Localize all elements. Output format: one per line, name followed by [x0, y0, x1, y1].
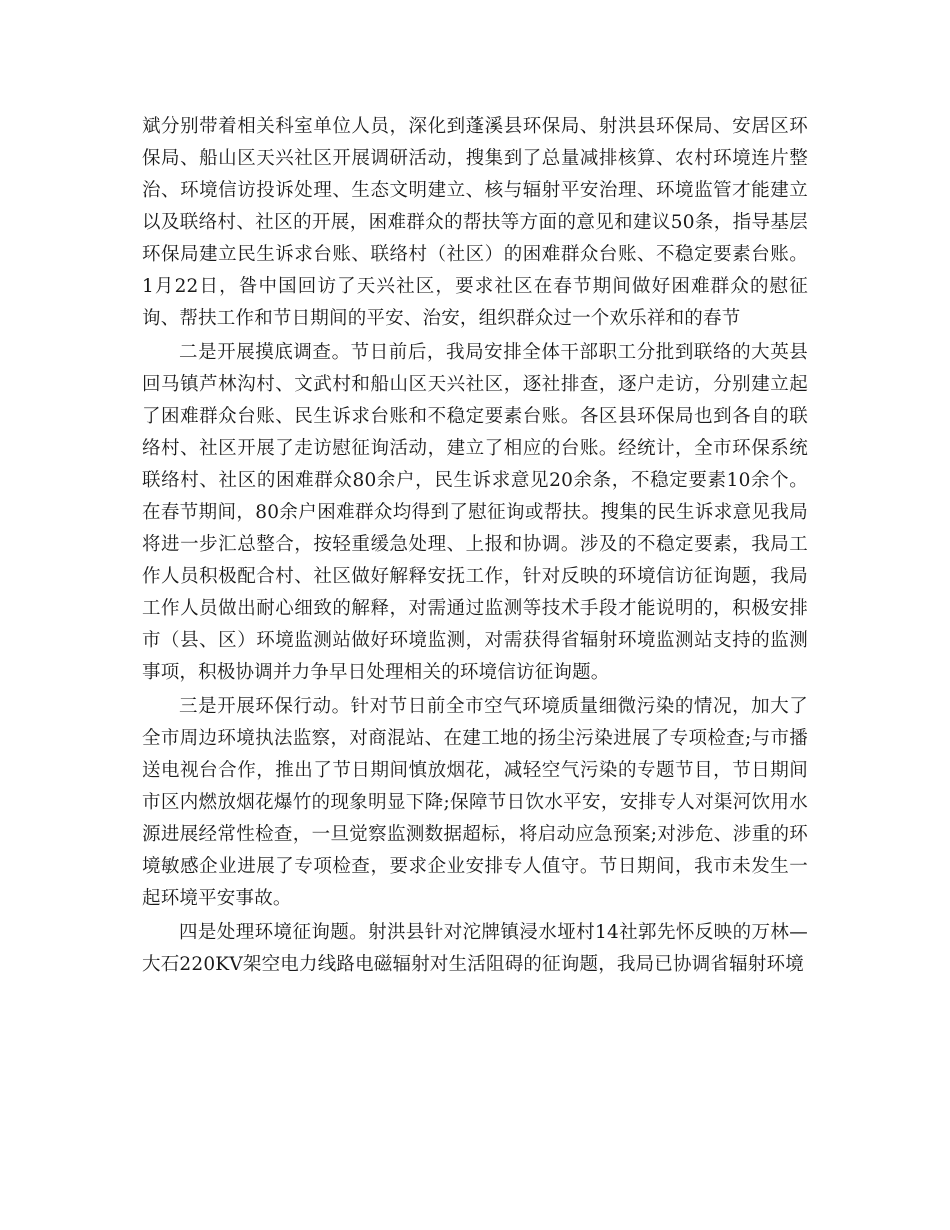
paragraph-survey: 二是开展摸底调查。节日前后，我局安排全体干部职工分批到联络的大英县回马镇芦林沟村、文武村和船山区天兴社区，逐社排查，逐户走访，分别建立起了困难群众台账、民生诉求台账和不稳定要素台账。各区县环保局也到各自的联络村、社区开展了走访慰征询活动，建立了相应的台账。经统计，全市环保系统联络村、社区的困难群众80余户，民生诉求意见20余条，不稳定要素10余个。在春节期间，80余户困难群众均得到了慰征询或帮扶。搜集的民生诉求意见我局将进一步汇总整合，按轻重缓急处理、上报和协调。涉及的不稳定要素，我局工作人员积极配合村、社区做好解释安抚工作，针对反映的环境信访征询题，我局工作人员做出耐心细致的解释，对需通过监测等技术手段才能说明的，积极安排市（县、区）环境监测站做好环境监测，对需获得省辐射环境监测站支持的监测事项，积极协调并力争早日处理相关的环境信访征询题。	[142, 342, 808, 683]
paragraph-handle-inquiries: 四是处理环境征询题。射洪县针对沱牌镇浸水垭村14社郭先怀反映的万林—大石220KV架空电力线路电磁辐射对生活阻碍的征询题，我局已协调省辐射环境	[142, 922, 808, 975]
paragraph-environmental-action: 三是开展环保行动。针对节日前全市空气环境质量细微污染的情况，加大了全市周边环境执法监察，对商混站、在建工地的扬尘污染进展了专项检查;与市播送电视台合作，推出了节日期间慎放烟花，减轻空气污染的专题节目，节日期间市区内燃放烟花爆竹的现象明显下降;保障节日饮水平安，安排专人对渠河饮用水源进展经常性检查，一旦觉察监测数据超标，将启动应急预案;对涉危、涉重的环境敏感企业进展了专项检查，要求企业安排专人值守。节日期间，我市未发生一起环境平安事故。	[142, 696, 808, 909]
paragraph-continuation: 斌分别带着相关科室单位人员，深化到蓬溪县环保局、射洪县环保局、安居区环保局、船山区天兴社区开展调研活动，搜集到了总量减排核算、农村环境连片整治、环境信访投诉处理、生态文明建立、核与辐射平安治理、环境监管才能建立以及联络村、社区的开展，困难群众的帮扶等方面的意见和建议50条，指导基层环保局建立民生诉求台账、联络村（社区）的困难群众台账、不稳定要素台账。1月22日，昝中国回访了天兴社区，要求社区在春节期间做好困难群众的慰征询、帮扶工作和节日期间的平安、治安，组织群众过一个欢乐祥和的春节	[142, 116, 808, 329]
document-body	[142, 111, 808, 983]
